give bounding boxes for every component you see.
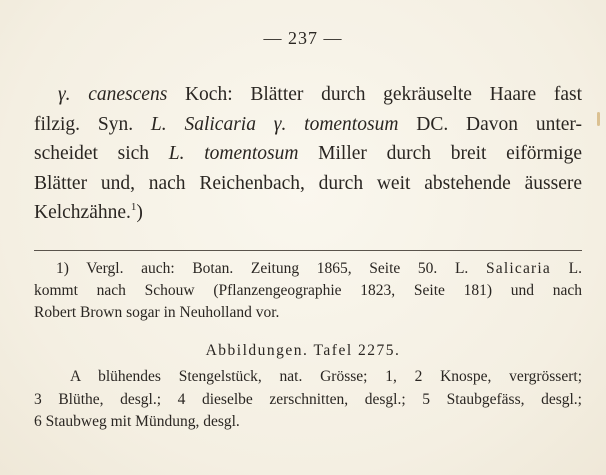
footnote [34, 258, 582, 324]
footnote-line-2: kommt nach Schouw (Pflanzengeographie 1823, Seite 181) und nach [34, 282, 582, 299]
main-line-2-text-b: DC. Davon unter- [398, 113, 582, 135]
footnote-species: Salicaria [485, 260, 551, 277]
page-number: — 237 — [263, 28, 343, 48]
main-line-2 [34, 110, 582, 140]
paper-speck [597, 112, 600, 126]
footnote-line-1 [34, 258, 582, 280]
plates-heading: Abbildungen. Tafel 2275. [205, 342, 401, 359]
plates-line-2: 3 Blüthe, desgl.; 4 dieselbe zerschnitten, desgl.; 5 Staubgefäss, desgl.; [34, 390, 582, 408]
plates-description [34, 366, 582, 434]
main-line-3-text-b: Miller durch breit eiförmige [298, 143, 582, 164]
footnote-divider [34, 250, 582, 251]
main-line-3 [34, 139, 582, 169]
footnote-line-1-text-b: L. [551, 260, 582, 277]
main-line-5-text: Kelchzähne. [34, 202, 131, 223]
plates-line-3: 6 Staubweg mit Mündung, desgl. [34, 413, 240, 430]
main-line-1-text: Koch: Blätter durch gekräuselte Haare fast [167, 84, 582, 105]
synonym-name: L. Salicaria γ. tomentosum [150, 113, 399, 135]
variety-name: γ. canescens [58, 84, 168, 105]
footnote-marker-paren: ) [136, 202, 143, 223]
main-paragraph [34, 80, 582, 228]
main-line-3-text-a: scheidet sich [34, 143, 169, 164]
species-name: L. tomentosum [168, 143, 299, 164]
footnote-marker: 1 [130, 201, 137, 213]
footnote-line-1-text-a: 1) Vergl. auch: Botan. Zeitung 1865, Seite 50. L. [56, 260, 486, 277]
plates-line-1: A blühendes Stengelstück, nat. Grösse; 1, 2 Knospe, vergrössert; [70, 368, 582, 385]
footnote-line-3: Robert Brown sogar in Neuholland vor. [34, 304, 280, 321]
main-line-4: Blätter und, nach Reichenbach, durch weit abstehende äussere [34, 172, 582, 194]
main-line-1 [34, 80, 582, 110]
main-line-2-text-a: filzig. Syn. [34, 113, 151, 135]
main-line-5 [34, 198, 582, 228]
